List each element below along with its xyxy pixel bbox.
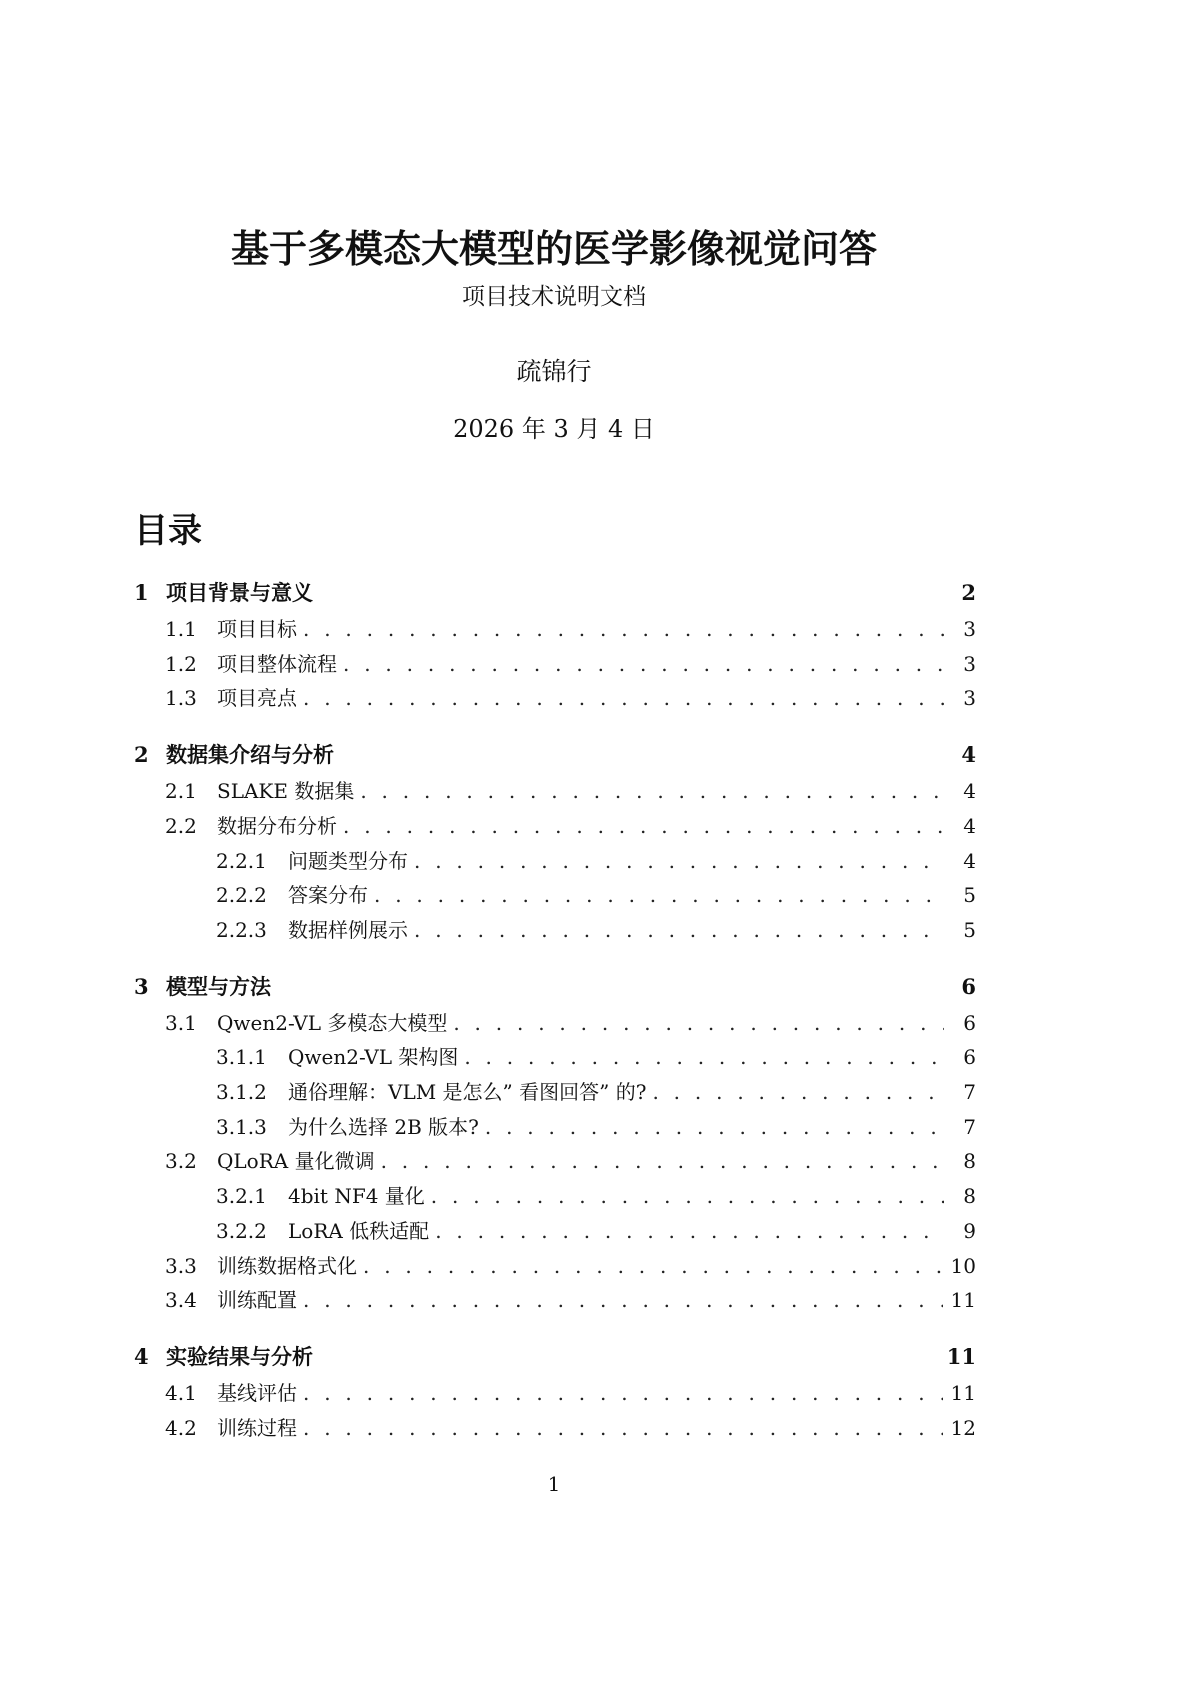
- toc-entry-page: 4: [963, 813, 976, 838]
- toc-entry-page: 11: [946, 1343, 976, 1369]
- toc-entry-page: 8: [963, 1184, 976, 1209]
- toc-leader-dots: [303, 683, 944, 713]
- toc-entry-number: 1.3: [165, 686, 197, 711]
- toc-entry-number: 2.2.3: [216, 917, 267, 942]
- toc-entry-title: 数据分布分析: [217, 813, 337, 838]
- toc-entry-page: 4: [963, 848, 976, 873]
- toc-entry[interactable]: [165, 1251, 976, 1281]
- toc-entry-number: 4.2: [165, 1415, 197, 1440]
- toc-entry-page: 6: [963, 1010, 976, 1035]
- toc-entry[interactable]: [165, 776, 976, 806]
- toc-entry-page: 6: [963, 1045, 976, 1070]
- toc-leader-dots: [431, 1181, 944, 1211]
- toc-entry-page: 7: [963, 1080, 976, 1104]
- toc-entry-title: Qwen2-VL 多模态大模型: [217, 1010, 448, 1035]
- toc-entry[interactable]: [216, 1181, 976, 1211]
- toc-entry[interactable]: [216, 1077, 976, 1107]
- toc-leader-dots: [374, 880, 944, 910]
- toc-leader-dots: [303, 614, 944, 644]
- toc-entry[interactable]: [216, 846, 976, 876]
- document-title: 基于多模态大模型的医学影像视觉问答: [230, 226, 877, 271]
- document-subtitle: 项目技术说明文档: [462, 284, 646, 310]
- toc-leader-dots: [453, 1008, 944, 1038]
- toc-entry-title: 实验结果与分析: [166, 1343, 313, 1369]
- toc-entry-title: QLoRA 量化微调: [217, 1149, 375, 1174]
- toc-leader-dots: [464, 1042, 944, 1072]
- toc-entry-title: 模型与方法: [166, 973, 271, 999]
- toc-entry-title: 项目目标: [217, 617, 297, 641]
- toc-leader-dots: [343, 811, 944, 841]
- toc-entry-number: 4: [134, 1343, 149, 1369]
- toc-leader-dots: [652, 1077, 944, 1107]
- toc-entry-title: 数据集介绍与分析: [166, 742, 334, 768]
- toc-entry-number: 2.2: [165, 813, 197, 838]
- toc-entry-page: 12: [950, 1415, 976, 1440]
- toc-entry-number: 1: [134, 580, 149, 605]
- toc-entry-page: 4: [963, 779, 976, 804]
- toc-entry[interactable]: [134, 740, 976, 770]
- toc-entry-title: Qwen2-VL 架构图: [288, 1045, 459, 1070]
- toc-entry-number: 1.1: [165, 617, 197, 641]
- toc-entry-page: 11: [950, 1380, 976, 1405]
- toc-entry-number: 3.1: [165, 1010, 197, 1035]
- toc-entry-number: 3.4: [165, 1288, 197, 1313]
- toc-entry-title: 项目亮点: [217, 686, 297, 711]
- toc-entry-title: 训练过程: [217, 1415, 297, 1440]
- toc-entry-title: 4bit NF4 量化: [288, 1184, 425, 1209]
- toc-leader-dots: [363, 1251, 943, 1281]
- toc-entry-title: 训练数据格式化: [217, 1253, 357, 1278]
- toc-entry-title: 问题类型分布: [288, 848, 408, 873]
- toc-entry-title: LoRA 低秩适配: [288, 1218, 430, 1243]
- toc-entry-page: 3: [963, 617, 976, 641]
- toc-entry-number: 3.2.2: [216, 1218, 267, 1243]
- toc-entry-number: 3.2: [165, 1149, 197, 1174]
- toc-entry-page: 11: [950, 1288, 976, 1313]
- toc-entry-number: 3: [134, 973, 149, 999]
- toc-entry-title: 训练配置: [217, 1288, 297, 1313]
- toc-leader-dots: [343, 649, 944, 679]
- toc-entry[interactable]: [216, 880, 976, 910]
- toc-entry-page: 7: [963, 1114, 976, 1139]
- toc-leader-dots: [414, 915, 944, 945]
- document-date: 2026 年 3 月 4 日: [453, 415, 655, 443]
- toc-entry-title: 通俗理解：VLM 是怎么” 看图回答” 的?: [288, 1080, 647, 1104]
- toc-entry-page: 9: [963, 1218, 976, 1243]
- toc-entry-page: 6: [961, 973, 976, 999]
- toc-entry-page: 3: [963, 651, 976, 676]
- toc-leader-dots: [381, 1146, 944, 1176]
- toc-entry-number: 3.1.1: [216, 1045, 267, 1070]
- toc-entry[interactable]: [216, 1216, 976, 1246]
- toc-leader-dots: [303, 1378, 943, 1408]
- toc-entry[interactable]: [165, 614, 976, 644]
- toc-leader-dots: [303, 1413, 943, 1443]
- toc-heading: 目录: [134, 511, 202, 551]
- toc-entry-title: 项目整体流程: [217, 651, 337, 676]
- toc-entry-title: 答案分布: [288, 883, 368, 908]
- toc-entry-number: 4.1: [165, 1380, 197, 1405]
- toc-entry-number: 2.2.1: [216, 848, 267, 873]
- toc-entry-page: 4: [961, 742, 976, 768]
- toc-entry[interactable]: [134, 1342, 976, 1372]
- toc-entry-title: 为什么选择 2B 版本?: [288, 1114, 479, 1139]
- toc-entry-number: 2: [134, 742, 149, 768]
- toc-entry-number: 3.1.2: [216, 1080, 267, 1104]
- toc-entry-number: 1.2: [165, 651, 197, 676]
- toc-entry-page: 8: [963, 1149, 976, 1174]
- toc-leader-dots: [360, 776, 944, 806]
- toc-leader-dots: [485, 1112, 944, 1142]
- toc-entry-page: 5: [963, 883, 976, 908]
- toc-entry[interactable]: [165, 1146, 976, 1176]
- author-name: 疏锦行: [516, 357, 592, 386]
- page-number: 1: [547, 1472, 561, 1496]
- toc-entry[interactable]: [165, 683, 976, 713]
- toc-entry[interactable]: [134, 578, 976, 608]
- toc-leader-dots: [414, 846, 944, 876]
- toc-leader-dots: [435, 1216, 944, 1246]
- toc-entry-page: 10: [950, 1253, 976, 1278]
- toc-entry-page: 2: [961, 580, 976, 605]
- toc-entry-number: 3.2.1: [216, 1184, 267, 1209]
- toc-entry[interactable]: [216, 915, 976, 945]
- toc-entry[interactable]: [165, 649, 976, 679]
- toc-entry[interactable]: [165, 811, 976, 841]
- toc-entry[interactable]: [165, 1285, 976, 1315]
- toc-entry-title: 项目背景与意义: [166, 580, 313, 605]
- toc-entry[interactable]: [134, 972, 976, 1002]
- toc-entry-title: 基线评估: [217, 1380, 297, 1405]
- toc-entry[interactable]: [165, 1008, 976, 1038]
- toc-entry[interactable]: [216, 1112, 976, 1142]
- toc-entry-page: 5: [963, 917, 976, 942]
- toc-entry-page: 3: [963, 686, 976, 711]
- toc-entry-title: SLAKE 数据集: [217, 779, 355, 804]
- toc-entry-title: 数据样例展示: [288, 917, 408, 942]
- toc-entry-number: 3.1.3: [216, 1114, 267, 1139]
- toc-entry-number: 2.1: [165, 779, 197, 804]
- toc-entry[interactable]: [216, 1042, 976, 1072]
- toc-entry-number: 3.3: [165, 1253, 197, 1278]
- toc-entry[interactable]: [165, 1378, 976, 1408]
- toc-leader-dots: [303, 1285, 943, 1315]
- toc-entry[interactable]: [165, 1413, 976, 1443]
- toc-entry-number: 2.2.2: [216, 883, 267, 908]
